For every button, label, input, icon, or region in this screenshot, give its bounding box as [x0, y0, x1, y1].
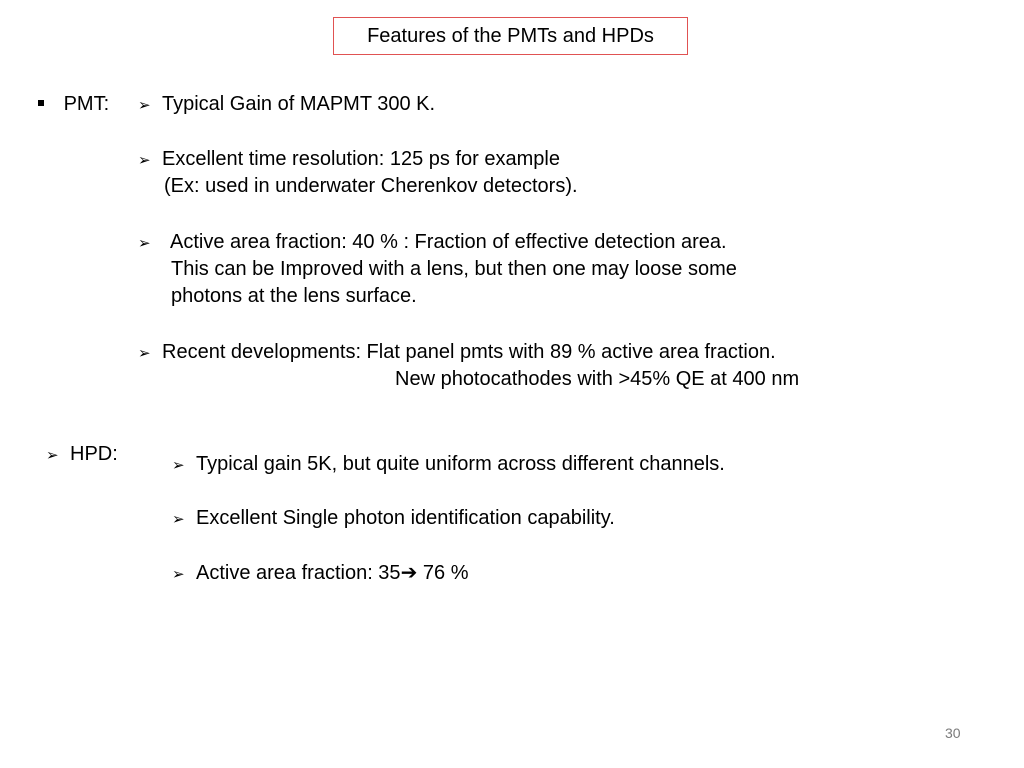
hpd-bullet-3-text-after: 76 %: [417, 562, 469, 584]
pmt-bullet-3-line-2: This can be Improved with a lens, but then one may loose some: [171, 258, 737, 280]
hpd-bullet-1-text: Typical gain 5K, but quite uniform across different channels.: [196, 453, 725, 475]
slide-title: Features of the PMTs and HPDs: [367, 24, 654, 47]
hpd-label: HPD:: [70, 443, 118, 465]
pmt-label: PMT:: [63, 93, 110, 115]
hpd-label-row: [46, 441, 118, 469]
arrow-bullet-icon: ➢: [172, 457, 185, 474]
pmt-bullet-1: [138, 91, 435, 119]
pmt-bullet-3: [138, 229, 727, 257]
page-number: 30: [945, 725, 961, 741]
arrow-bullet-icon: ➢: [138, 97, 151, 114]
hpd-bullet-3: [172, 560, 468, 588]
square-bullet-icon: [38, 100, 44, 106]
pmt-bullet-4: [138, 339, 776, 367]
pmt-bullet-2-line-2: (Ex: used in underwater Cherenkov detectors).: [164, 175, 578, 197]
hpd-bullet-2-text: Excellent Single photon identification capability.: [196, 507, 615, 529]
right-arrow-icon: ➔: [400, 562, 418, 584]
pmt-bullet-3-line-3: photons at the lens surface.: [171, 285, 417, 307]
arrow-bullet-icon: ➢: [138, 235, 151, 252]
pmt-label-row: [38, 91, 109, 118]
hpd-bullet-1: [172, 451, 725, 479]
pmt-bullet-4-line-2: New photocathodes with >45% QE at 400 nm: [395, 368, 800, 390]
pmt-bullet-2: [138, 146, 560, 174]
pmt-bullet-4-line-1: Recent developments: Flat panel pmts with 89 % active area fraction.: [162, 341, 776, 363]
hpd-bullet-2: [172, 505, 615, 533]
arrow-bullet-icon: ➢: [172, 511, 185, 528]
arrow-bullet-icon: ➢: [172, 566, 185, 583]
arrow-bullet-icon: ➢: [138, 152, 151, 169]
pmt-bullet-1-line-1: Typical Gain of MAPMT 300 K.: [162, 93, 436, 115]
pmt-bullet-2-line-1: Excellent time resolution: 125 ps for example: [162, 148, 560, 170]
arrow-bullet-icon: ➢: [138, 345, 151, 362]
hpd-bullet-3-text-before: Active area fraction: 35: [196, 562, 401, 584]
pmt-bullet-3-line-1: Active area fraction: 40 % : Fraction of effective detection area.: [170, 231, 727, 253]
slide-title-box: [333, 17, 688, 55]
arrow-bullet-icon: ➢: [46, 447, 59, 464]
